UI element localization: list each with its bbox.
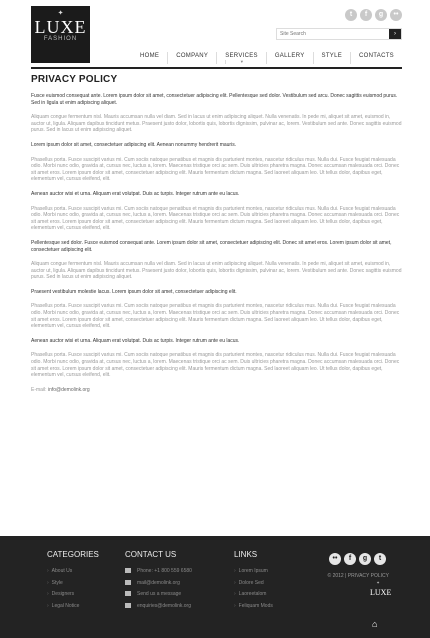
logo-star-icon: ✦	[57, 10, 64, 17]
chat-icon	[125, 591, 131, 596]
footer-social-links	[329, 553, 386, 565]
footer-link-label: Feliquam Mods	[238, 602, 273, 609]
contact-item	[125, 566, 192, 578]
contact-email	[31, 387, 402, 393]
email-link[interactable]: info@demolink.org	[47, 386, 90, 393]
footer-contact	[125, 550, 192, 612]
flickr-icon[interactable]: ••	[329, 553, 341, 565]
contact-item[interactable]	[125, 589, 192, 601]
paragraph: Phasellus porta. Fusce suscipit varius mi. Cum sociis natoque penatibus et magnis dis parturient montes, nascetur ridiculus mus. Nulla dui. Fusce feugiat malesuada odio. Morbi nunc odio, gravida at, cursus nec, luctus a, lorem. Maecenas tristique orci ac sem. Duis ultricies pharetra magna. Donec accumsan malesuada orci. Donec sit amet eros. Lorem ipsum dolor sit amet, consectetuer adipiscing elit. Mauris fermentum dictum magna. Sed laoreet aliquam leo. Ut tellus dolor, dapibus eget, elementum vel, cursus eleifend, elit.	[31, 156, 400, 183]
question-icon	[125, 603, 131, 608]
home-icon[interactable]: ⌂	[372, 619, 378, 629]
nav-item-style[interactable]: STYLE	[313, 52, 351, 64]
facebook-icon[interactable]: f	[344, 553, 356, 565]
twitter-icon[interactable]: t	[374, 553, 386, 565]
main-nav	[132, 52, 402, 64]
bullet-icon: ›	[234, 568, 236, 574]
footer-link-label: Laoreetalom	[238, 591, 267, 597]
contact-phone: Phone: +1 800 559 6580	[137, 568, 192, 574]
footer-logo[interactable]	[370, 580, 392, 597]
main-content	[31, 74, 402, 393]
chevron-down-icon: ▼	[225, 60, 258, 64]
footer-link[interactable]	[234, 601, 273, 613]
twitter-icon[interactable]: t	[345, 9, 357, 21]
footer-categories	[47, 550, 99, 612]
contact-item[interactable]	[125, 601, 192, 613]
site-search	[276, 28, 402, 40]
footer-link-label: About Us	[51, 568, 73, 574]
paragraph: Aliquam congue fermentum nisl. Mauris accumsan nulla vel diam. Sed in lacus ut enim adipiscing aliquet. Nulla venenatis. In pede mi, aliquet sit amet, euismod in, auctor ut, ligula. Aliquam dapibus tincidunt metus. Praesent justo dolor, lobortis quis, lobortis dignissim, pulvinar ac, lorem. Vestibulum sed ante. Donec sagittis euismod purus. Sed in lacus ut enim adipiscing aliquet.	[31, 261, 402, 281]
contact-item[interactable]	[125, 578, 192, 590]
footer-link-label: Lorem Ipsum	[238, 568, 268, 574]
contact-mail: mail@demolink.org	[137, 579, 180, 586]
site-header	[0, 0, 430, 72]
paragraph: Aenean auctor wisi et urna. Aliquam erat volutpat. Duis ac turpis. Integer rutrum ante eu lacus.	[31, 190, 240, 197]
search-input[interactable]	[277, 29, 389, 39]
email-label: E-mail:	[31, 386, 47, 393]
site-footer	[0, 536, 430, 638]
logo-subtitle: FASHION	[43, 36, 78, 42]
header-divider	[31, 67, 402, 69]
nav-item-contacts[interactable]: CONTACTS	[350, 52, 402, 64]
bullet-icon: ›	[234, 602, 236, 609]
paragraph: Phasellus porta. Fusce suscipit varius mi. Cum sociis natoque penatibus et magnis dis parturient montes, nascetur ridiculus mus. Nulla dui. Fusce feugiat malesuada odio. Morbi nunc odio, gravida at, cursus nec, luctus a, lorem. Maecenas tristique orci ac sem. Duis ultricies pharetra magna. Donec accumsan malesuada orci. Donec sit amet eros. Lorem ipsum dolor sit amet, consectetuer adipiscing elit. Mauris fermentum dictum magna. Sed laoreet aliquam leo. Ut tellus dolor, dapibus eget, elementum vel, cursus eleifend, elit.	[31, 205, 400, 232]
footer-link[interactable]	[47, 589, 99, 601]
paragraph: Aenean auctor wisi et urna. Aliquam erat volutpat. Duis ac turpis. Integer rutrum ante eu lacus.	[31, 337, 240, 344]
phone-icon	[125, 568, 131, 573]
site-logo[interactable]	[31, 6, 90, 63]
nav-item-company[interactable]: COMPANY	[167, 52, 216, 64]
footer-link-label: Designers	[51, 591, 75, 597]
logo-star-icon: ✦	[376, 580, 380, 585]
paragraph: Aliquam congue fermentum nisl. Mauris accumsan nulla vel diam. Sed in lacus ut enim adipiscing aliquet. Nulla venenatis. In pede mi, aliquet sit amet, euismod in, auctor ut, ligula. Aliquam dapibus tincidunt metus. Praesent justo dolor, lobortis quis, lobortis dignissim, pulvinar ac, lorem. Vestibulum sed ante. Donec sagittis euismod purus. Sed in lacus ut enim adipiscing aliquet.	[31, 114, 402, 134]
search-button[interactable]: ›	[389, 29, 401, 39]
footer-link[interactable]	[47, 566, 99, 578]
footer-link-label: Legal Notice	[51, 602, 80, 609]
contact-enquiries: enquiries@demolink.org	[137, 602, 191, 609]
logo-brand: LUXE	[34, 17, 87, 37]
bullet-icon: ›	[47, 602, 49, 609]
footer-links-title: LINKS	[234, 550, 258, 559]
bullet-icon: ›	[234, 579, 236, 586]
page-title: PRIVACY POLICY	[31, 74, 118, 85]
footer-link-label: Dolore Sed	[238, 579, 264, 586]
footer-link[interactable]	[234, 566, 273, 578]
footer-link[interactable]	[234, 578, 273, 590]
nav-item-services-label: SERVICES	[225, 53, 258, 59]
bullet-icon: ›	[234, 591, 236, 597]
footer-categories-title: CATEGORIES	[47, 550, 99, 559]
paragraph: Pellentesque sed dolor. Fusce euismod consequat ante. Lorem ipsum dolor sit amet, consectetuer adipiscing elit. Donec sit amet eros. Lorem ipsum dolor sit amet, consectetuer adipiscing elit.	[31, 239, 392, 253]
footer-link[interactable]	[47, 601, 99, 613]
footer-link-label: Style	[51, 579, 63, 586]
mail-icon	[125, 580, 131, 585]
nav-item-gallery[interactable]: GALLERY	[266, 52, 313, 64]
bullet-icon: ›	[47, 591, 49, 597]
paragraph: Phasellus porta. Fusce suscipit varius mi. Cum sociis natoque penatibus et magnis dis parturient montes, nascetur ridiculus mus. Nulla dui. Fusce feugiat malesuada odio. Morbi nunc odio, gravida at, cursus nec, luctus a, lorem. Maecenas tristique orci ac sem. Duis ultricies pharetra magna. Donec accumsan malesuada orci. Donec sit amet eros. Lorem ipsum dolor sit amet, consectetuer adipiscing elit. Mauris fermentum dictum magna. Sed laoreet aliquam leo. Ut tellus dolor, dapibus eget, elementum vel, cursus eleifend, elit.	[31, 352, 400, 379]
paragraph: Fusce euismod consequat ante. Lorem ipsum dolor sit amet, consectetuer adipiscing elit. Pellentesque sed dolor. Vestibulum sed arcu. Donec sagittis euismod purus. Sed in ligula ut enim adipiscing aliquet.	[31, 93, 398, 106]
nav-item-home[interactable]: HOME	[140, 53, 160, 59]
paragraph: Lorem ipsum dolor sit amet, consectetuer adipiscing elit. Aenean nonummy hendrerit mauris.	[31, 141, 237, 148]
contact-message: Send us a message	[137, 591, 182, 597]
footer-contact-title: CONTACT US	[125, 550, 177, 559]
facebook-icon[interactable]: f	[360, 9, 372, 21]
flickr-icon[interactable]: ••	[390, 9, 402, 21]
footer-link[interactable]	[234, 589, 273, 601]
bullet-icon: ›	[47, 568, 49, 574]
footer-links	[234, 550, 273, 612]
google-plus-icon[interactable]: g	[359, 553, 371, 565]
header-social-links	[345, 9, 402, 21]
footer-link[interactable]	[47, 578, 99, 590]
paragraph: Phasellus porta. Fusce suscipit varius mi. Cum sociis natoque penatibus et magnis dis parturient montes, nascetur ridiculus mus. Nulla dui. Fusce feugiat malesuada odio. Morbi nunc odio, gravida at, cursus nec, luctus a, lorem. Maecenas tristique orci ac sem. Duis ultricies pharetra magna. Donec accumsan malesuada orci. Donec sit amet eros. Lorem ipsum dolor sit amet, consectetuer adipiscing elit. Mauris fermentum dictum magna. Sed laoreet aliquam leo. Ut tellus dolor, dapibus eget, elementum vel, cursus eleifend, elit.	[31, 303, 400, 330]
bullet-icon: ›	[47, 579, 49, 586]
google-plus-icon[interactable]: g	[375, 9, 387, 21]
copyright: © 2012 | PRIVACY POLICY	[327, 573, 389, 579]
paragraph: Praesent vestibulum molestie lacus. Lorem ipsum dolor sit amet, consectetuer adipiscing elit.	[31, 288, 237, 295]
footer-logo-brand: LUXE	[370, 588, 392, 597]
nav-item-services[interactable]	[216, 52, 266, 64]
